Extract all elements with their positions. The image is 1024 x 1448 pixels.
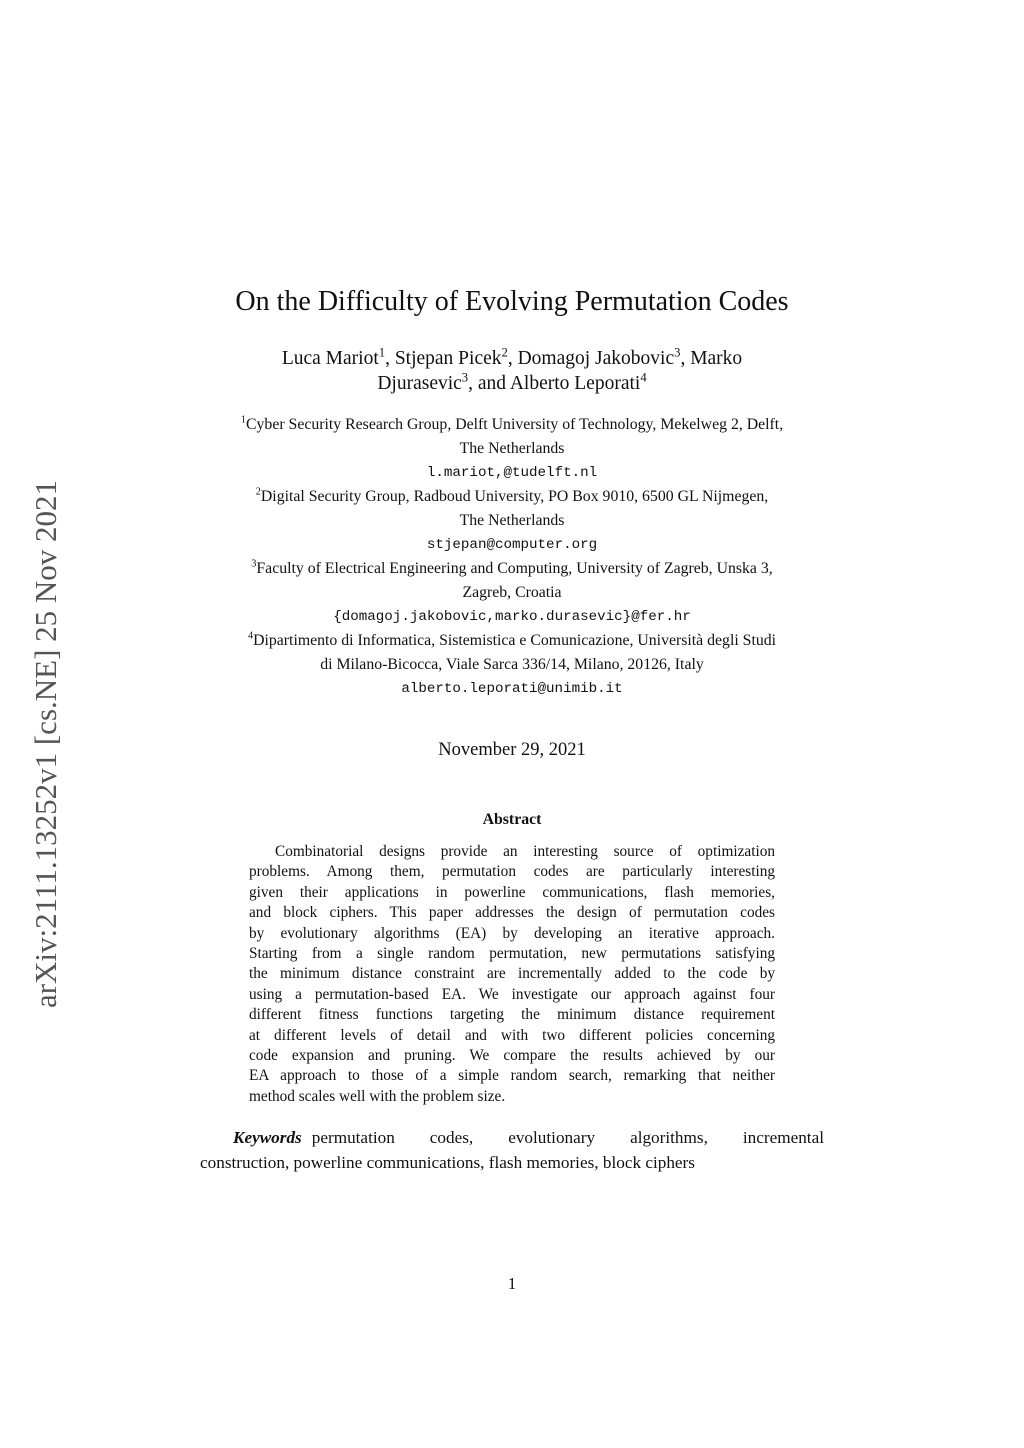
abstract-line: Combinatorial designs provide an interesting source of optimization — [275, 843, 775, 860]
affil-marker: 1 — [240, 414, 246, 426]
keywords-text: permutation codes, evolutionary algorithms, incremental — [311, 1128, 824, 1147]
affiliation-4 — [200, 629, 824, 701]
keywords-line-1 — [200, 1125, 824, 1150]
abstract-line: method scales well with the problem size. — [249, 1087, 506, 1105]
affiliation-text: Dipartimento di Informatica, Sistemistica e Comunicazione, Università degli Studi — [253, 632, 777, 649]
affiliation-text: Digital Security Group, Radboud University, PO Box 9010, 6500 GL Nijmegen, — [260, 488, 769, 505]
author-name: Luca Mariot — [281, 348, 379, 369]
affiliation-1 — [200, 413, 824, 485]
author-name: , Marko — [680, 348, 743, 369]
affiliation-text: The Netherlands — [459, 512, 565, 529]
abstract-line: the minimum distance constraint are incrementally added to the code by — [249, 965, 775, 983]
affil-marker: 3 — [461, 370, 469, 385]
affil-marker: 3 — [674, 345, 681, 360]
paper-date: November 29, 2021 — [438, 740, 586, 760]
affil-marker: 4 — [640, 370, 647, 385]
keywords-section — [200, 1125, 824, 1175]
author-name: , Domagoj Jakobovic — [507, 348, 675, 369]
affiliation-text: Faculty of Electrical Engineering and Computing, University of Zagreb, Unska 3, — [256, 560, 773, 577]
affil-marker: 2 — [255, 486, 261, 498]
abstract-line: given their applications in powerline communications, flash memories, — [249, 883, 775, 901]
abstract-line: different fitness functions targeting the minimum distance requirement — [249, 1006, 775, 1024]
affiliation-text: The Netherlands — [459, 440, 565, 457]
affil-marker: 4 — [247, 630, 254, 642]
affiliation-text: Cyber Security Research Group, Delft University of Technology, Mekelweg 2, Delft, — [245, 416, 784, 433]
email-link[interactable]: stjepan@computer.org — [426, 537, 598, 553]
keywords-label: Keywords — [233, 1128, 302, 1147]
affiliation-2 — [200, 485, 824, 557]
email-link[interactable]: {domagoj.jakobovic,marko.durasevic}@fer.hr — [333, 609, 691, 625]
abstract-body — [249, 842, 775, 1107]
affil-marker: 2 — [501, 345, 508, 360]
paper-title: On the Difficulty of Evolving Permutation Codes — [235, 286, 789, 317]
arxiv-side-stamp: arXiv:2111.13252v1 [cs.NE] 25 Nov 2021 — [28, 479, 63, 1009]
affil-marker: 1 — [378, 345, 386, 360]
email-link[interactable]: l.mariot,@tudelft.nl — [426, 465, 598, 481]
author-name: , Stjepan Picek — [385, 348, 502, 369]
author-name: , and Alberto Leporati — [468, 373, 641, 394]
author-name: Djurasevic — [377, 373, 462, 394]
author-list — [200, 346, 824, 396]
keywords-text: construction, powerline communications, flash memories, block ciphers — [200, 1153, 695, 1172]
abstract-line: and block ciphers. This paper addresses the design of permutation codes — [249, 904, 775, 922]
abstract-heading: Abstract — [482, 811, 542, 828]
affiliation-list — [200, 413, 824, 701]
affiliation-text: di Milano-Bicocca, Viale Sarca 336/14, Milano, 20126, Italy — [320, 656, 704, 673]
author-line-2 — [200, 371, 824, 396]
abstract-line: code expansion and pruning. We compare the results achieved by our — [249, 1047, 775, 1065]
affiliation-text: Zagreb, Croatia — [462, 584, 562, 601]
email-link[interactable]: alberto.leporati@unimib.it — [401, 681, 623, 697]
author-line-1 — [200, 346, 824, 371]
page-number: 1 — [507, 1274, 517, 1293]
abstract-line: EA approach to those of a simple random search, remarking that neither — [249, 1067, 775, 1085]
abstract-line: using a permutation-based EA. We investigate our approach against four — [249, 985, 775, 1003]
abstract-line: Starting from a single random permutation, new permutations satisfying — [249, 945, 775, 963]
abstract-line: problems. Among them, permutation codes are particularly interesting — [249, 863, 775, 881]
abstract-line: at different levels of detail and with two different policies concerning — [249, 1026, 775, 1044]
affiliation-3 — [200, 557, 824, 629]
affil-marker: 3 — [251, 558, 257, 570]
abstract-line: by evolutionary algorithms (EA) by developing an iterative approach. — [249, 924, 775, 942]
